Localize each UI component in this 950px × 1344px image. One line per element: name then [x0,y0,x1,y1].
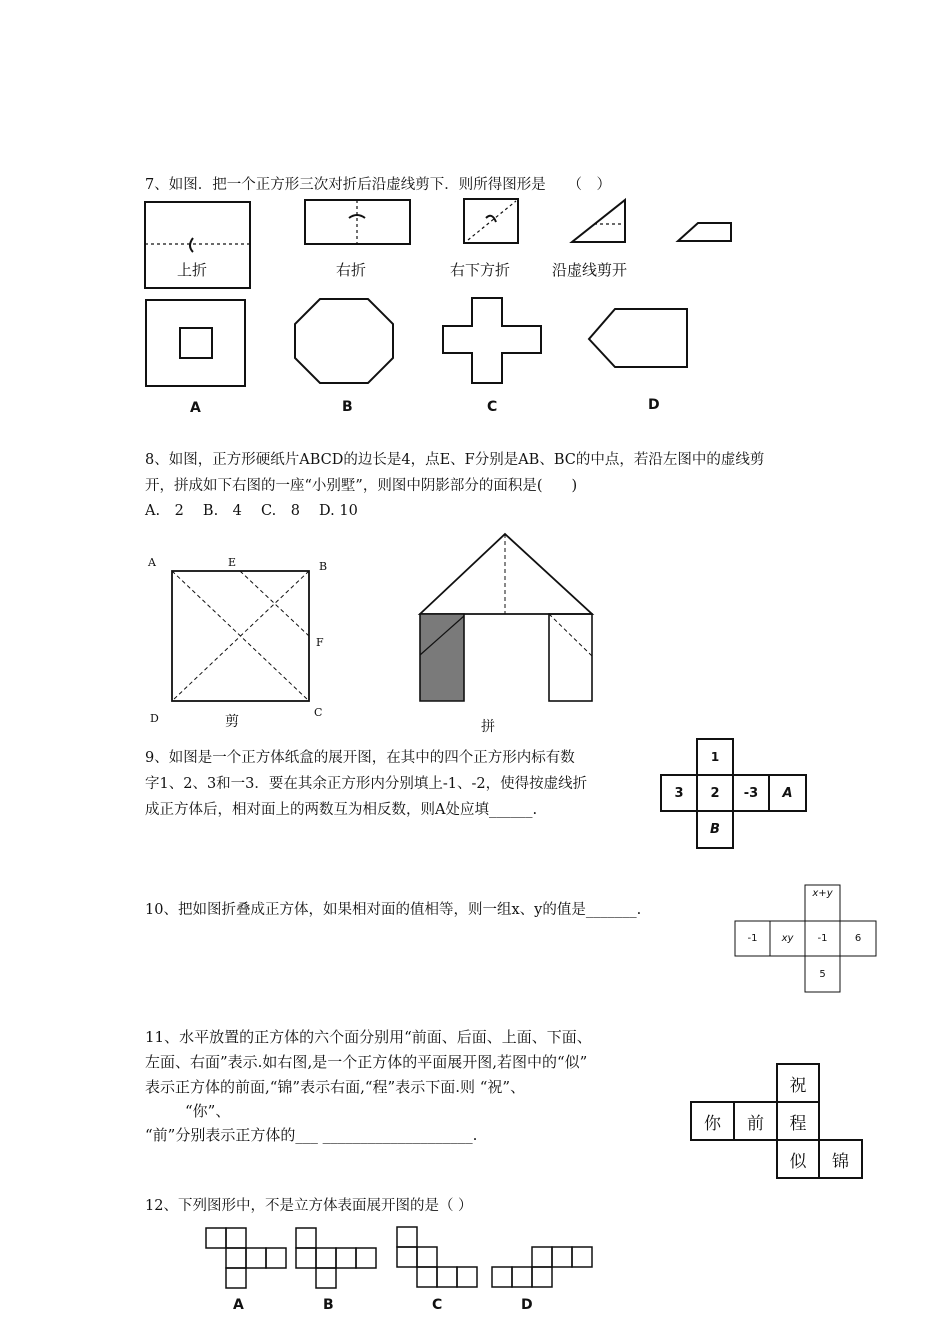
q8-choices: A. 2 B. 4 C. 8 D. 10 [145,503,358,519]
q10-question: 10、把如图折叠成正方体，如果相对面的值相等，则一组x、y的值是_______. [145,902,642,918]
q7-option-c-label: C [487,399,498,415]
q8-point-a: A [148,556,156,569]
q9-cell-center: 2 [710,785,720,801]
q11-question-line5: “前”分别表示正方体的___ ____________________. [145,1126,478,1144]
q12-option-b-net [296,1228,376,1288]
q10-cell-bottom: 5 [819,968,826,980]
q9-cell-top: 1 [710,750,720,764]
q12-option-b-label: B [323,1297,334,1313]
q7-step3-figure [464,199,518,243]
q7-step3-label: 右下方折 [450,261,511,279]
q10-cell-3: -1 [817,933,828,944]
q8-question-line2: 开，拼成如下右图的一座“小别墅”，则图中阴影部分的面积是( ) [145,478,578,494]
q11-cell-zhu: 祝 [789,1075,807,1096]
q8-shaded-region [420,614,464,701]
q7-step4-figure [572,200,625,242]
q11-question-line4: “你”、 [185,1102,231,1120]
q8-join-label: 拼 [481,719,495,735]
q10-cell-4: 6 [854,933,862,944]
q11-cell-cheng: 程 [789,1113,807,1134]
q11-question-line1: 11、水平放置的正方体的六个面分别用“前面、后面、上面、下面、 [145,1028,592,1046]
q11-cell-qian: 前 [747,1113,764,1134]
q7-option-d-figure [589,309,687,367]
q7-option-a-label: A [190,400,201,416]
q12-option-c-net [397,1227,477,1287]
q12-option-c-label: C [432,1297,443,1313]
q8-point-f: F [316,636,324,649]
q10-cell-2: xy [781,933,794,944]
q8-point-e: E [228,556,237,569]
q11-cell-jin: 锦 [832,1151,849,1172]
q7-option-b-label: B [342,399,353,415]
q7-option-a-figure [146,300,245,386]
q9-question-line2: 字1、2、3和一3．要在其余正方形内分别填上-1、-2，使得按虚线折 [145,776,588,792]
q8-point-b: B [319,560,328,573]
q7-option-b-figure [295,299,393,383]
q7-option-c-figure [443,298,541,383]
q12-option-a-net [206,1228,286,1288]
q7-step1-label: 上折 [177,261,208,279]
q7-step2-label: 右折 [336,261,367,279]
q9-cell-right2: A [782,785,793,801]
q7-question: 7、如图．把一个正方形三次对折后沿虚线剪下．则所得图形是 （ ） [145,177,611,193]
q10-cell-top: x+y [812,888,833,899]
q9-cell-left: 3 [674,785,684,801]
q9-question-line3: 成正方体后，相对面上的两数互为相反数，则A处应填______. [145,802,538,818]
q8-square-figure [172,571,309,701]
q8-point-c: C [314,706,323,719]
q12-option-a-label: A [233,1297,244,1313]
q11-question-line2: 左面、右面”表示.如右图,是一个正方体的平面展开图,若图中的“似” [145,1053,588,1071]
q9-question-line1: 9、如图是一个正方体纸盒的展开图，在其中的四个正方形内标有数 [145,750,575,766]
q9-cell-bottom: B [710,822,720,837]
q8-cut-label: 剪 [225,714,239,730]
q10-cell-1: -1 [747,933,758,944]
q8-house-figure [420,534,592,701]
q8-point-d: D [150,712,159,725]
q12-option-d-net [492,1247,592,1287]
q12-option-d-label: D [521,1297,533,1313]
q11-cell-ni: 你 [704,1113,721,1134]
q7-step2-figure [305,200,410,244]
q9-cell-right1: -3 [743,785,759,801]
q12-question: 12、下列图形中，不是立方体表面展开图的是（ ） [145,1198,473,1214]
q11-cell-si: 似 [789,1151,807,1172]
q8-question-line1: 8、如图，正方形硬纸片ABCD的边长是4，点E、F分别是AB、BC的中点，若沿左图中的虚线剪 [145,452,765,468]
q7-cut-piece [678,223,731,241]
q7-option-d-label: D [648,397,660,413]
q7-step4-label: 沿虚线剪开 [552,261,628,279]
q11-question-line3: 表示正方体的前面,“锦”表示右面,“程”表示下面.则 “祝”、 [145,1078,526,1096]
